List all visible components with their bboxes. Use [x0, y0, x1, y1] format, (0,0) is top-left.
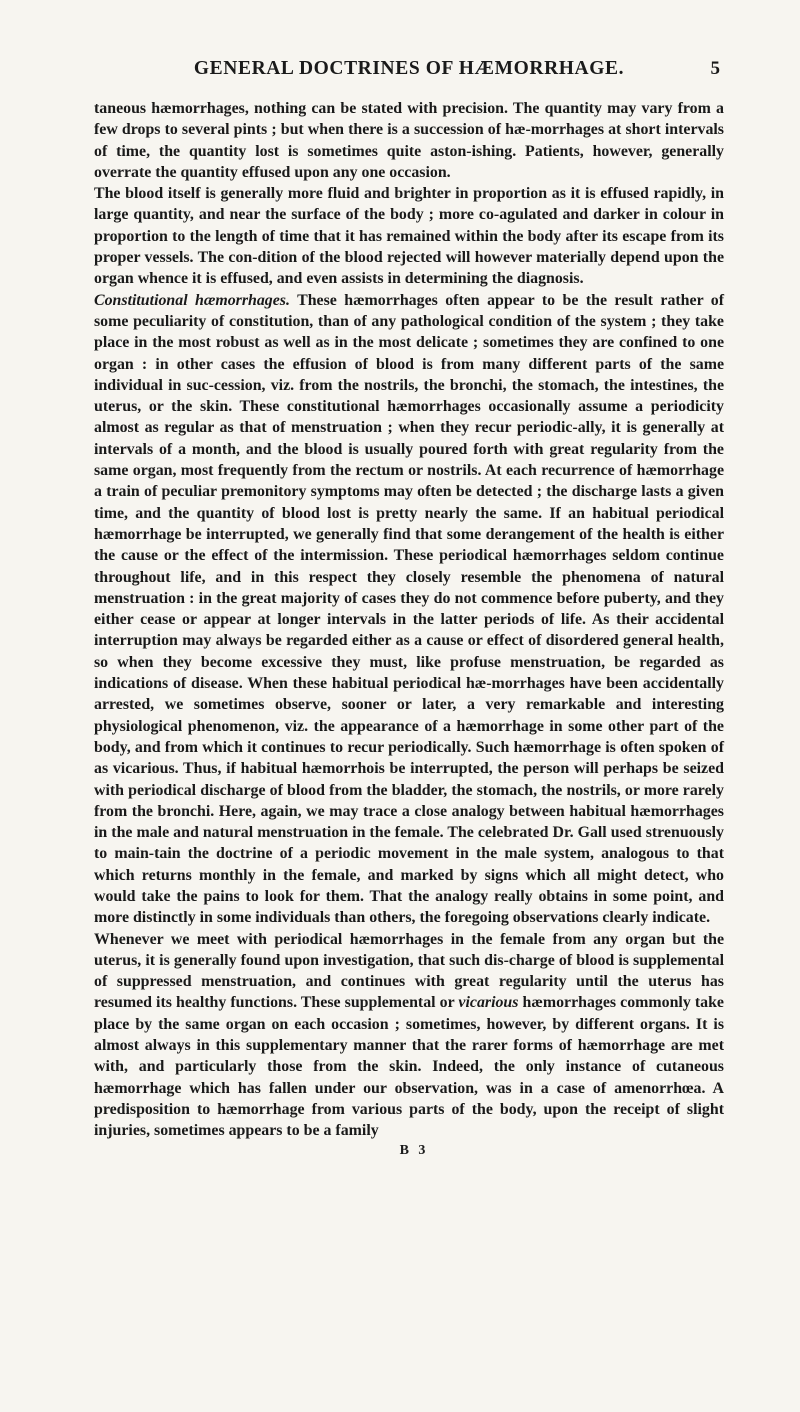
- paragraph-1: taneous hæmorrhages, nothing can be stated with precision. The quantity may vary from a few drops to several pints ; but when there is a succession of hæ-morrhages at short intervals of time, the quantity lost is sometimes quite aston-ishing. Patients, however, generally overrate the quantity effused upon any one occasion.: [94, 100, 724, 181]
- paragraph-4-text-after: hæmorrhages commonly take place by the same organ on each occasion ; sometimes, however, by different organs. It is almost always in this supplementary manner that the rarer forms of hæmorrhage are met with, and particularly those from the skin. Indeed, the only instance of cutaneous hæmorrhage which has fallen under our observation, was in a case of amenorrhœa. A predisposition to hæmorrhage from various parts of the body, upon the receipt of slight injuries, sometimes appears to be a family: [94, 994, 724, 1140]
- paragraph-4: [94, 929, 724, 1142]
- running-title: GENERAL DOCTRINES OF HÆMORRHAGE.: [193, 58, 625, 79]
- paragraph-4-text-before: Whenever we meet with periodical hæmorrhages in the female from any organ but the uterus, it is generally found upon investigation, that such dis-charge of blood is supplemental of suppressed menstruation, and continues with great regularity until the uterus has resumed its healthy functions. These supplemental or: [94, 930, 724, 1012]
- running-head: [94, 54, 724, 84]
- emphasis-vicarious: vicarious: [458, 994, 519, 1012]
- paragraph-3-text: These hæmorrhages often appear to be the result rather of some peculiarity of constitution, than of any pathological condition of the system ; they take place in the most robust as well as in the most delicate ; sometimes they are confined to one organ : in other cases the effusion of blood is from many different parts of the same individual in suc-cession, viz. from the nostrils, the bronchi, the stomach, the intestines, the uterus, or the skin. These constitutional hæmorrhages occasionally assume a periodicity almost as regular as that of menstruation ; when they recur periodic-ally, it is generally at intervals of a month, and the blood is usually poured forth with great regularity from the same organ, most frequently from the rectum or nostrils. At each recurrence of hæmorrhage a train of peculiar premonitory symptoms may often be detected ; the discharge lasts a given time, and the quantity of blood lost is pretty nearly the same. If an habitual periodical hæmorrhage be interrupted, we generally find that some derangement of the health is either the cause or the effect of the intermission. These periodical hæmorrhages seldom continue throughout life, and in this respect they closely resemble the phenomena of natural menstruation : in the great majority of cases they do not commence before puberty, and they either cease or appear at longer intervals in the latter periods of life. As their accidental interruption may always be regarded either as a cause or effect of disordered general health, so when they become excessive they must, like profuse menstruation, be regarded as indications of disease. When these habitual periodical hæ-morrhages have been accidentally arrested, we sometimes observe, sooner or later, a very remarkable and interesting physiological phenomenon, viz. the appearance of a hæmorrhage in some other part of the body, and from which it continues to recur periodically. Such hæmorrhage is often spoken of as vicarious. Thus, if habitual hæmorrhois be interrupted, the person will perhaps be seized with periodical discharge of blood from the bladder, the stomach, the nostrils, or more rarely from the bronchi. Here, again, we may trace a close analogy between habitual hæmorrhages in the male and natural menstruation in the female. The celebrated Dr. Gall used strenuously to main-tain the doctrine of a periodic movement in the male system, analogous to that which returns monthly in the female, and marked by signs which all might detect, who would take the pains to look for them. That the analogy really obtains in some point, and more distinctly in some individuals than others, the foregoing observations clearly indicate.: [94, 291, 724, 927]
- paragraph-3: [94, 290, 724, 929]
- signature-mark: B 3: [399, 1142, 429, 1158]
- page-number: 5: [710, 58, 720, 79]
- body-text: [94, 98, 724, 1142]
- section-heading-constitutional: Constitutional hæmorrhages.: [94, 291, 290, 309]
- paragraph-2: The blood itself is generally more fluid and brighter in proportion as it is effused rapidly, in large quantity, and near the surface of the body ; more co-agulated and darker in colour in proportion to the length of time that it has remained within the body after its escape from its proper vessels. The con-dition of the blood rejected will however materially depend upon the organ whence it is effused, and even assists in determining the diagnosis.: [94, 185, 724, 288]
